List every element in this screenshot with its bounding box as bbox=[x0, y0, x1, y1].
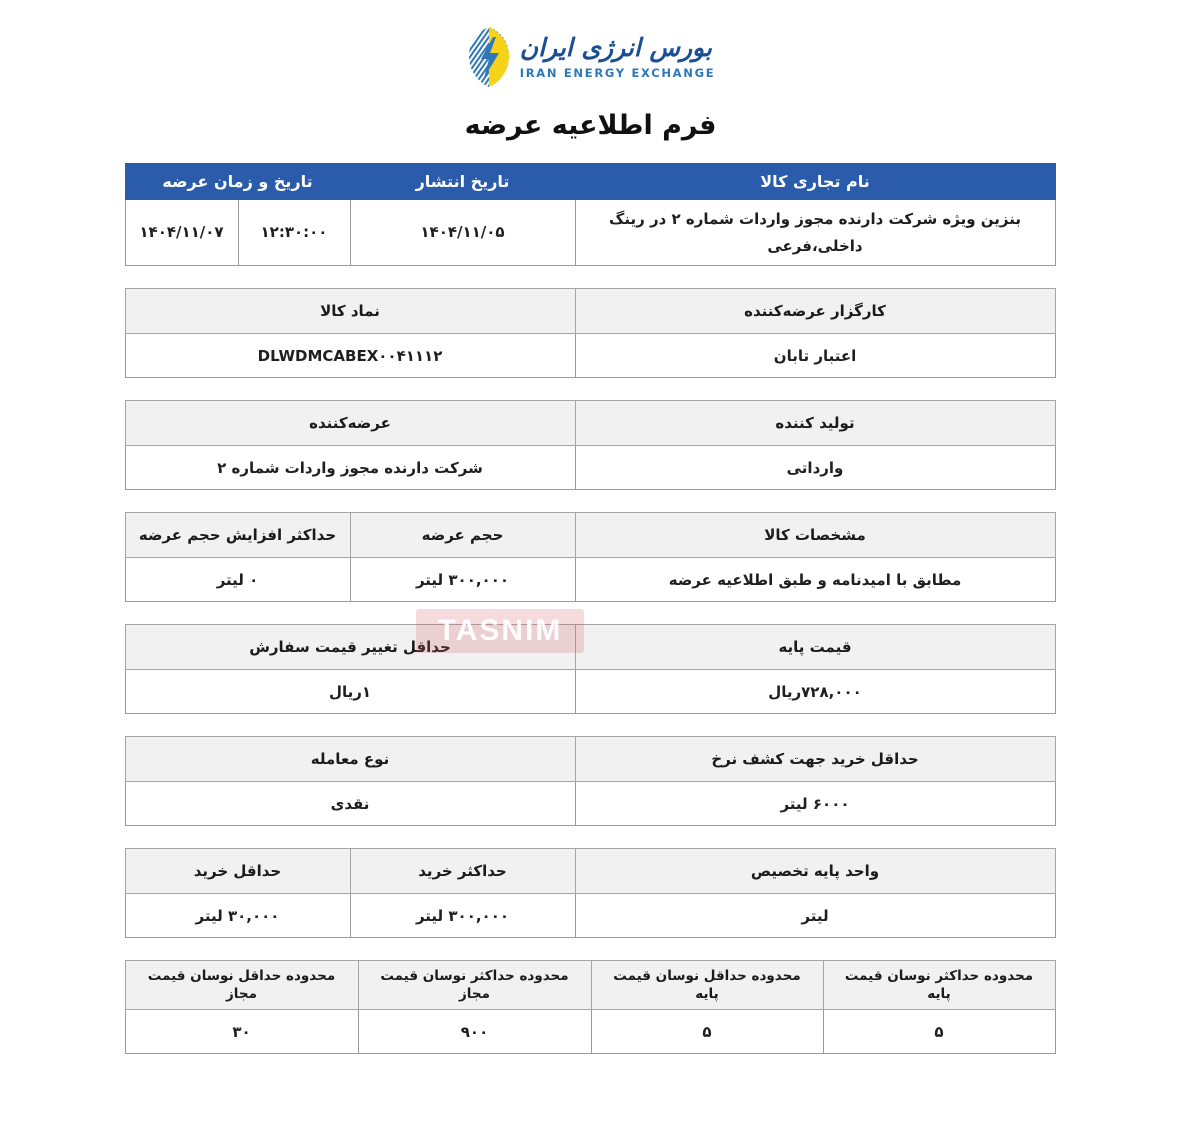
value-producer: وارداتی bbox=[575, 446, 1055, 490]
value-offer-volume: ۳۰۰,۰۰۰ لیتر bbox=[350, 558, 575, 602]
table-specs-volume bbox=[125, 512, 1056, 602]
logo-text-en: IRAN ENERGY EXCHANGE bbox=[519, 65, 716, 80]
value-min-buy: ۳۰,۰۰۰ لیتر bbox=[125, 894, 350, 938]
table-row bbox=[125, 334, 1055, 378]
table-row bbox=[125, 401, 1055, 446]
table-offer-header bbox=[125, 163, 1056, 266]
value-deal-type: نقدی bbox=[125, 782, 575, 826]
header-publish-date: تاریخ انتشار bbox=[350, 164, 575, 200]
value-broker: اعتبار تابان bbox=[575, 334, 1055, 378]
table-allocation bbox=[125, 848, 1056, 938]
form-sheet bbox=[126, 163, 1056, 1054]
table-price bbox=[125, 624, 1056, 714]
table-row bbox=[125, 164, 1055, 200]
value-max-buy: ۳۰۰,۰۰۰ لیتر bbox=[350, 894, 575, 938]
table-deal bbox=[125, 736, 1056, 826]
value-min-buy-discovery: ۶۰۰۰ لیتر bbox=[575, 782, 1055, 826]
value-offer-time: ۱۲:۳۰:۰۰ bbox=[238, 200, 350, 266]
watermark-text: TASNIM bbox=[437, 614, 563, 647]
value-symbol: DLWDMCABEX۰۰۴۱۱۱۲ bbox=[125, 334, 575, 378]
value-min-price-change: ۱ریال bbox=[125, 670, 575, 714]
header-max-buy: حداکثر خرید bbox=[350, 849, 575, 894]
value-base-price: ۷۲۸,۰۰۰ریال bbox=[575, 670, 1055, 714]
value-max-allowed-fluct: ۹۰۰ bbox=[358, 1010, 591, 1054]
table-row bbox=[125, 849, 1055, 894]
header-base-price: قیمت پایه bbox=[575, 625, 1055, 670]
header-max-volume-increase: حداکثر افزایش حجم عرضه bbox=[125, 513, 350, 558]
header-min-buy: حداقل خرید bbox=[125, 849, 350, 894]
table-row bbox=[125, 961, 1055, 1010]
header-min-base-fluct: محدوده حداقل نوسان قیمت پایه bbox=[591, 961, 823, 1010]
table-row bbox=[125, 737, 1055, 782]
header-broker: کارگزار عرضه‌کننده bbox=[575, 289, 1055, 334]
header-symbol: نماد کالا bbox=[125, 289, 575, 334]
header-specs: مشخصات کالا bbox=[575, 513, 1055, 558]
page-title: فرم اطلاعیه عرضه bbox=[464, 110, 717, 141]
value-max-volume-increase: ۰ لیتر bbox=[125, 558, 350, 602]
table-row bbox=[125, 670, 1055, 714]
header-min-price-change: حداقل تغییر قیمت سفارش bbox=[125, 625, 575, 670]
brand-header bbox=[0, 0, 1181, 88]
table-row bbox=[125, 782, 1055, 826]
table-row bbox=[125, 289, 1055, 334]
table-row bbox=[125, 200, 1055, 266]
value-supplier: شرکت دارنده مجوز واردات شماره ۲ bbox=[125, 446, 575, 490]
logo-text-fa: بورس انرژی ایران bbox=[519, 32, 712, 62]
logo bbox=[466, 26, 716, 88]
header-offer-datetime: تاریخ و زمان عرضه bbox=[125, 164, 350, 200]
table-row bbox=[125, 513, 1055, 558]
value-min-base-fluct: ۵ bbox=[591, 1010, 823, 1054]
value-allocation-unit: لیتر bbox=[575, 894, 1055, 938]
header-producer: تولید کننده bbox=[575, 401, 1055, 446]
header-supplier: عرضه‌کننده bbox=[125, 401, 575, 446]
header-allocation-unit: واحد پایه تخصیص bbox=[575, 849, 1055, 894]
table-fluctuation bbox=[125, 960, 1056, 1054]
header-max-base-fluct: محدوده حداکثر نوسان قیمت پایه bbox=[823, 961, 1055, 1010]
value-max-base-fluct: ۵ bbox=[823, 1010, 1055, 1054]
value-publish-date: ۱۴۰۴/۱۱/۰۵ bbox=[350, 200, 575, 266]
table-row bbox=[125, 446, 1055, 490]
value-min-allowed-fluct: ۳۰ bbox=[125, 1010, 358, 1054]
table-row bbox=[125, 625, 1055, 670]
header-offer-volume: حجم عرضه bbox=[350, 513, 575, 558]
lightning-bolt-icon bbox=[466, 26, 512, 88]
value-offer-date: ۱۴۰۴/۱۱/۰۷ bbox=[125, 200, 238, 266]
table-row bbox=[125, 1010, 1055, 1054]
header-min-buy-discovery: حداقل خرید جهت کشف نرخ bbox=[575, 737, 1055, 782]
table-broker-symbol bbox=[125, 288, 1056, 378]
header-deal-type: نوع معامله bbox=[125, 737, 575, 782]
value-commercial-name: بنزین ویژه شرکت دارنده مجوز واردات شماره ۲ در رینگ داخلی،فرعی bbox=[575, 200, 1055, 266]
header-min-allowed-fluct: محدوده حداقل نوسان قیمت مجاز bbox=[125, 961, 358, 1010]
header-commercial-name: نام تجاری کالا bbox=[575, 164, 1055, 200]
table-producer-supplier bbox=[125, 400, 1056, 490]
header-max-allowed-fluct: محدوده حداکثر نوسان قیمت مجاز bbox=[358, 961, 591, 1010]
value-specs: مطابق با امیدنامه و طبق اطلاعیه عرضه bbox=[575, 558, 1055, 602]
table-row bbox=[125, 558, 1055, 602]
table-row bbox=[125, 894, 1055, 938]
